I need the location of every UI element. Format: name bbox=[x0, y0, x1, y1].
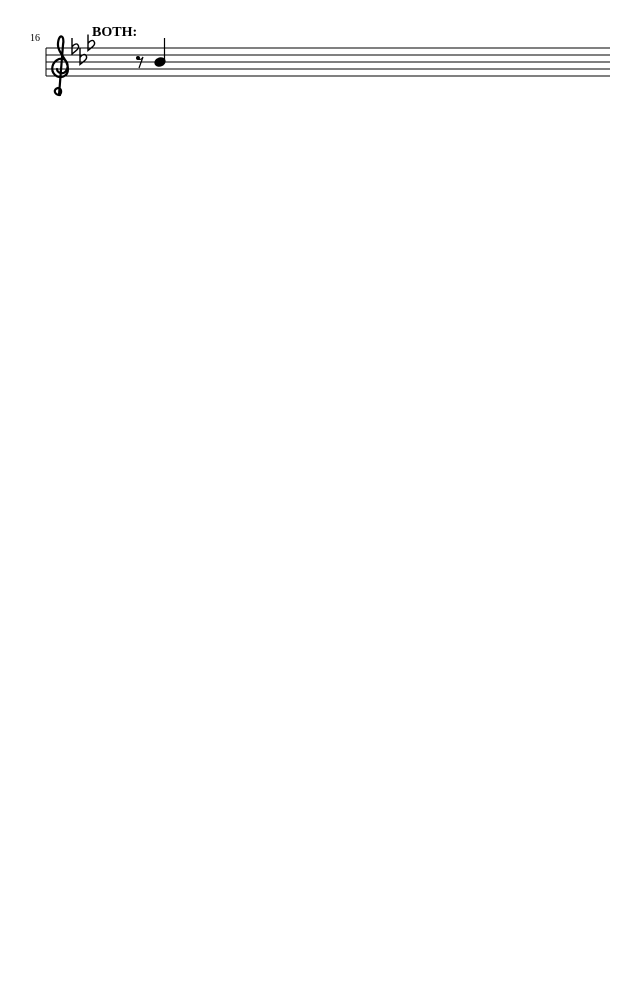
measure-number: 16 bbox=[30, 33, 40, 44]
character-label: BOTH: bbox=[92, 25, 138, 40]
treble-clef bbox=[52, 36, 68, 95]
system-16 bbox=[30, 25, 610, 95]
key-flat bbox=[72, 38, 79, 54]
